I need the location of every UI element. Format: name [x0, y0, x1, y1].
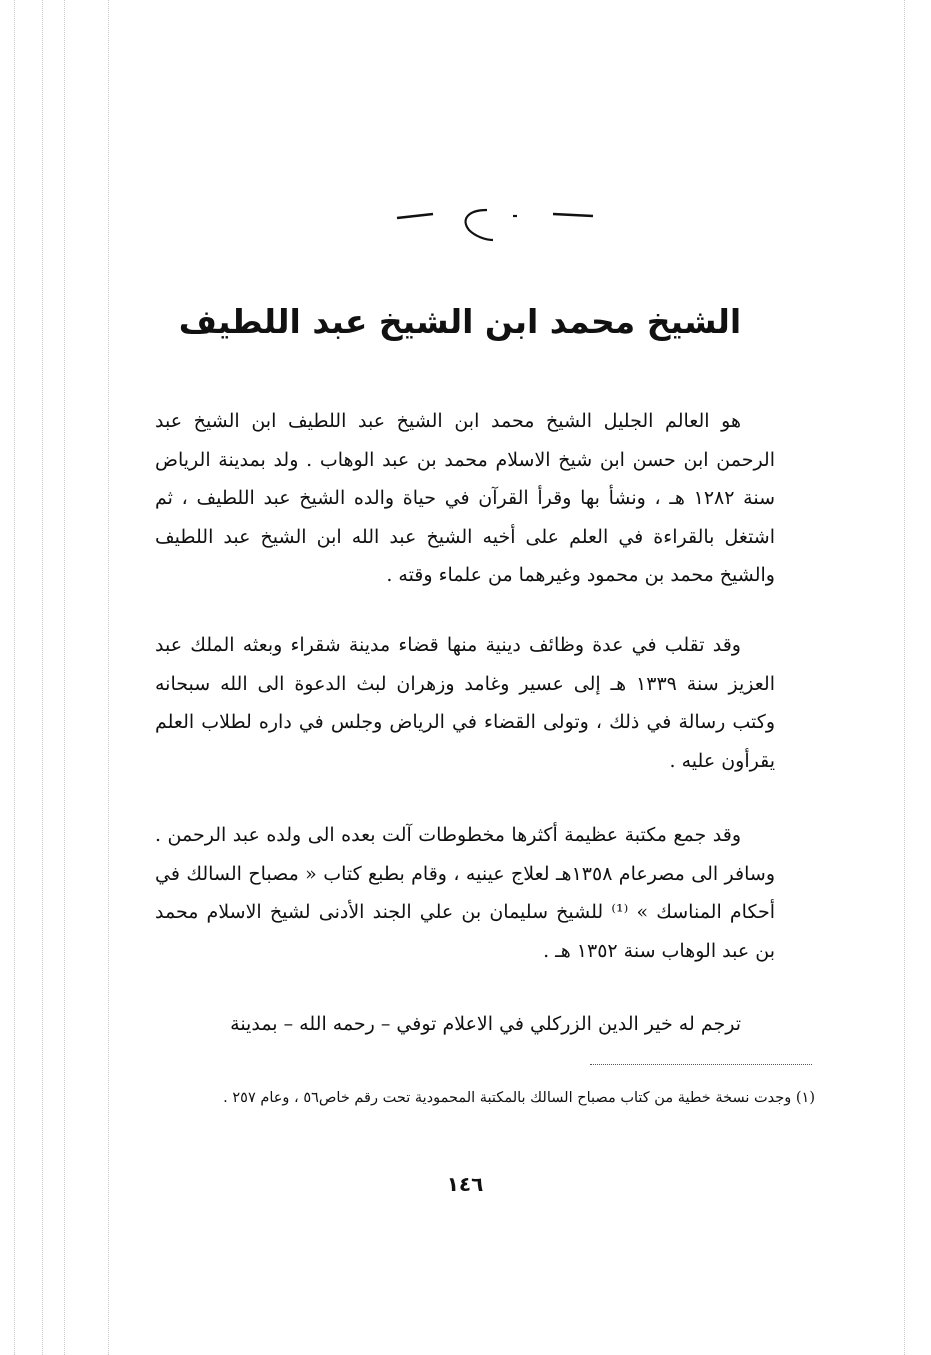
footnote-divider	[590, 1064, 812, 1065]
scan-margin-line	[904, 0, 905, 1355]
paragraph-text: ترجم له خير الدين الزركلي في الاعلام توفي – رحمه الله – بمدينة	[230, 1013, 741, 1035]
paragraph-biography-intro	[155, 402, 775, 595]
paragraph-translation	[155, 1005, 775, 1044]
scan-margin-line	[14, 0, 15, 1355]
scan-margin-line	[42, 0, 43, 1355]
paragraph-text: وقد جمع مكتبة عظيمة أكثرها مخطوطات آلت بعده الى ولده عبد الرحمن . وسافر الى مصرعام ١٣٥٨هـ لعلاج عينيه ، وقام بطبع كتاب « مصباح السالك في أحكام المناسك » ⁽¹⁾ للشيخ سليمان بن علي الجند الأدنى لشيخ الاسلام محمد بن عبد الوهاب سنة ١٣٥٢ هـ .	[155, 824, 775, 962]
paragraph-positions	[155, 626, 775, 780]
paragraph-text: هو العالم الجليل الشيخ محمد ابن الشيخ عبد اللطيف ابن الشيخ عبد الرحمن ابن حسن ابن شيخ الاسلام محمد بن عبد الوهاب . ولد بمدينة الرياض سنة ١٢٨٢ هـ ، ونشأ بها وقرأ القرآن في حياة والده الشيخ عبد اللطيف ، ثم اشتغل بالقراءة في العلم على أخيه الشيخ عبد الله ابن الشيخ عبد اللطيف والشيخ محمد بن محمود وغيرهما من علماء وقته .	[155, 410, 775, 586]
paragraph-text: وقد تقلب في عدة وظائف دينية منها قضاء مدينة شقراء وبعثه الملك عبد العزيز سنة ١٣٣٩ هـ إلى عسير وغامد وزهران لبث الدعوة الى الله سبحانه وكتب رسالة في ذلك ، وتولى القضاء في الرياض وجلس في داره لطلاب العلم يقرأون عليه .	[155, 634, 775, 772]
scan-margin-line	[64, 0, 65, 1355]
paragraph-library	[155, 816, 775, 970]
scan-margin-line	[108, 0, 109, 1355]
page-number: ١٤٦	[446, 1172, 484, 1196]
ornament-section-mark	[395, 200, 595, 250]
page-title: الشيخ محمد ابن الشيخ عبد اللطيف	[178, 302, 742, 341]
footnote: (١) وجدت نسخة خطية من كتاب مصباح السالك بالمكتبة المحمودية تحت رقم خاص٥٦ ، وعام ٢٥٧ .	[223, 1090, 815, 1106]
